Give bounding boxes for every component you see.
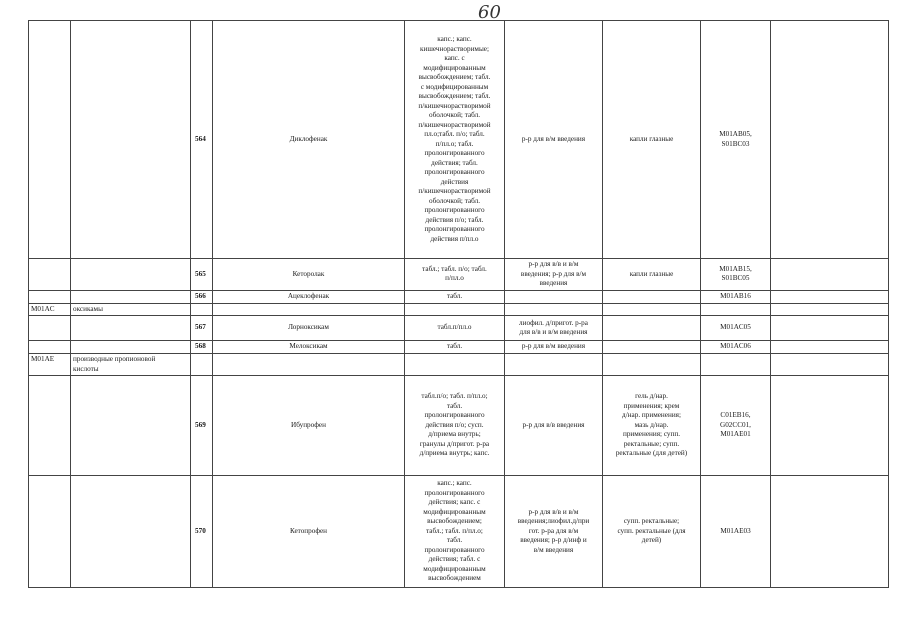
- empty-cell: [771, 354, 889, 376]
- atc-codes: M01AE03: [701, 476, 771, 588]
- dosage-forms: капс.; капс. пролонгированного действия; капс. с модифицированным высвобождением; табл.; табл. п/пл.о; табл. пролонгированного действия; табл. с модифицированным высвобождением: [405, 476, 505, 588]
- group-row: [29, 354, 889, 376]
- empty-cell: [771, 316, 889, 341]
- atc-codes: M01AB05, S01BC03: [701, 21, 771, 259]
- empty-cell: [405, 303, 505, 316]
- dosage-forms: табл.: [405, 290, 505, 303]
- group-name: оксикамы: [71, 303, 191, 316]
- empty-cell: [603, 354, 701, 376]
- empty-cell: [405, 354, 505, 376]
- empty-cell: [771, 376, 889, 476]
- row-number: 564: [191, 21, 213, 259]
- other-forms: супп. ректальные; супп. ректальные (для детей): [603, 476, 701, 588]
- atc-codes: M01AB16: [701, 290, 771, 303]
- group-code-cell: [29, 259, 71, 291]
- empty-cell: [603, 303, 701, 316]
- row-number: 567: [191, 316, 213, 341]
- group-code-cell: [29, 290, 71, 303]
- injection-forms: [505, 290, 603, 303]
- injection-forms: р-р для в/в введения: [505, 376, 603, 476]
- empty-cell: [771, 21, 889, 259]
- empty-cell: [771, 303, 889, 316]
- other-forms: [603, 290, 701, 303]
- dosage-forms: табл.п/о; табл. п/пл.о; табл. пролонгированного действия п/о; сусп. д/приема внутрь; гранулы д/пригот. р-ра д/приема внутрь; капс.: [405, 376, 505, 476]
- table-row: [29, 21, 889, 259]
- group-code-cell: [29, 341, 71, 354]
- empty-cell: [213, 303, 405, 316]
- drug-name: Ацеклофенак: [213, 290, 405, 303]
- injection-forms: лиофил. д/пригот. р-ра для в/в и в/м введения: [505, 316, 603, 341]
- atc-codes: C01EB16, G02CC01, M01AE01: [701, 376, 771, 476]
- empty-cell: [771, 290, 889, 303]
- injection-forms: р-р для в/м введения: [505, 21, 603, 259]
- group-name-cell: [71, 290, 191, 303]
- injection-forms: р-р для в/м введения: [505, 341, 603, 354]
- empty-cell: [191, 303, 213, 316]
- injection-forms: р-р для в/в и в/м введения; р-р для в/м введения: [505, 259, 603, 291]
- group-name-cell: [71, 376, 191, 476]
- drug-table: [28, 20, 889, 588]
- atc-codes: M01AC05: [701, 316, 771, 341]
- table-row: [29, 376, 889, 476]
- drug-name: Кеторолак: [213, 259, 405, 291]
- dosage-forms: табл.: [405, 341, 505, 354]
- empty-cell: [701, 303, 771, 316]
- empty-cell: [191, 354, 213, 376]
- dosage-forms: капс.; капс. кишечнорастворимые; капс. с модифицированным высвобождением; табл. с модифицированным высвобождением; табл. п/кишечнорастворимой оболочкой; табл. п/кишечнорастворимой пл.о;табл. п/о; табл. п/пл.о; табл. пролонгированного действия; табл. пролонгированного действия п/кишечнорастворимой оболочкой; табл. пролонгированного действия п/о; табл. пролонгированного действия п/пл.о: [405, 21, 505, 259]
- group-name-cell: [71, 259, 191, 291]
- table-row: [29, 316, 889, 341]
- empty-cell: [701, 354, 771, 376]
- other-forms: капли глазные: [603, 21, 701, 259]
- page-number: 60: [478, 2, 501, 23]
- group-code-cell: [29, 316, 71, 341]
- group-name-cell: [71, 476, 191, 588]
- group-name: производные пропионовой кислоты: [71, 354, 191, 376]
- empty-cell: [771, 476, 889, 588]
- group-code-cell: [29, 376, 71, 476]
- empty-cell: [771, 259, 889, 291]
- table-row: [29, 341, 889, 354]
- other-forms: гель д/нар. применения; крем д/нар. применения; мазь д/нар. применения; супп. ректальные; супп. ректальные (для детей): [603, 376, 701, 476]
- atc-codes: M01AB15, S01BC05: [701, 259, 771, 291]
- drug-name: Кетопрофен: [213, 476, 405, 588]
- dosage-forms: табл.п/пл.о: [405, 316, 505, 341]
- group-row: [29, 303, 889, 316]
- group-code: M01AE: [29, 354, 71, 376]
- group-name-cell: [71, 341, 191, 354]
- group-code: M01AC: [29, 303, 71, 316]
- drug-name: Лорноксикам: [213, 316, 405, 341]
- row-number: 568: [191, 341, 213, 354]
- injection-forms: р-р для в/в и в/м введения;лиофил.д/при гот. р-ра для в/м введения; р-р д/инф и в/м введения: [505, 476, 603, 588]
- table-row: [29, 476, 889, 588]
- group-name-cell: [71, 316, 191, 341]
- drug-name: Ибупрофен: [213, 376, 405, 476]
- empty-cell: [213, 354, 405, 376]
- other-forms: [603, 316, 701, 341]
- table-row: [29, 259, 889, 291]
- row-number: 570: [191, 476, 213, 588]
- other-forms: капли глазные: [603, 259, 701, 291]
- table-row: [29, 290, 889, 303]
- other-forms: [603, 341, 701, 354]
- group-code-cell: [29, 476, 71, 588]
- row-number: 566: [191, 290, 213, 303]
- group-name-cell: [71, 21, 191, 259]
- empty-cell: [505, 354, 603, 376]
- row-number: 569: [191, 376, 213, 476]
- group-code-cell: [29, 21, 71, 259]
- drug-name: Диклофенак: [213, 21, 405, 259]
- row-number: 565: [191, 259, 213, 291]
- drug-name: Мелоксикам: [213, 341, 405, 354]
- empty-cell: [505, 303, 603, 316]
- atc-codes: M01AC06: [701, 341, 771, 354]
- dosage-forms: табл.; табл. п/о; табл. п/пл.о: [405, 259, 505, 291]
- empty-cell: [771, 341, 889, 354]
